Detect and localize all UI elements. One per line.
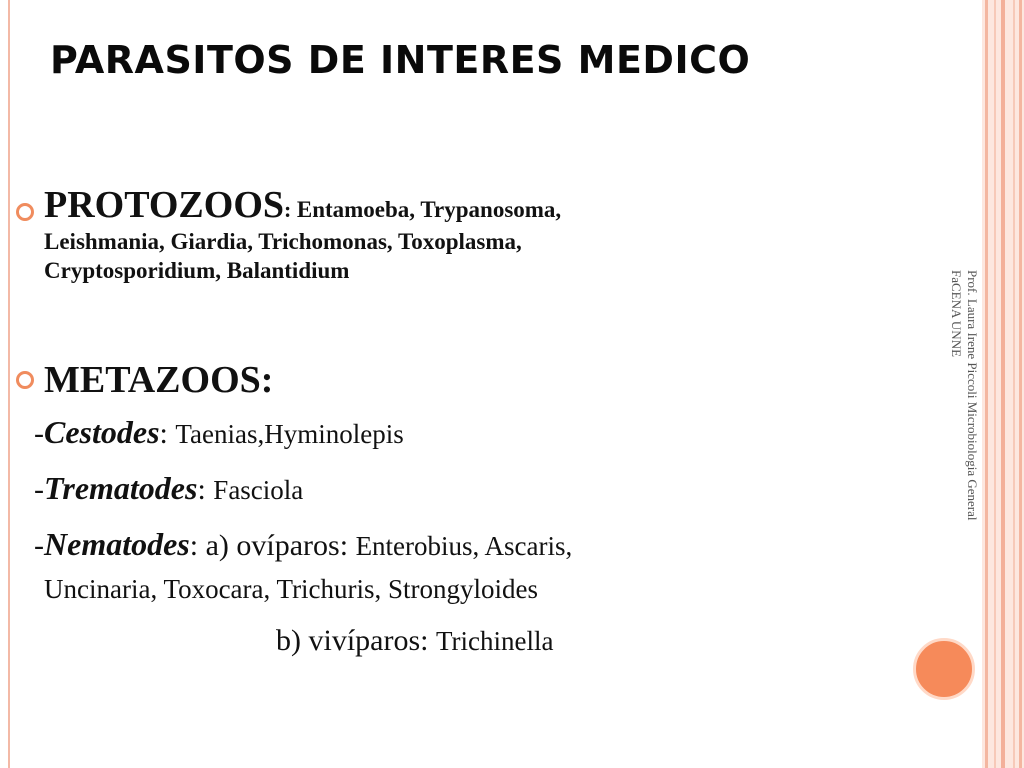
side-credit-line2: FaCENA UNNE	[949, 270, 964, 358]
metazoos-heading: METAZOOS:	[44, 359, 274, 401]
right-border-stripe	[1001, 0, 1005, 768]
right-border-stripe	[994, 0, 996, 768]
decorative-circle	[913, 638, 975, 700]
nematodes-label: Nematodes	[44, 526, 190, 562]
oviparos-line2-row	[44, 574, 538, 605]
right-border-stripe	[1019, 0, 1022, 768]
cestodes-examples: Taenias,Hyminolepis	[175, 419, 404, 449]
cestodes-label: Cestodes	[44, 414, 160, 450]
dash: -	[34, 529, 44, 562]
trematodes-examples: Fasciola	[213, 475, 304, 505]
cestodes-row	[34, 414, 404, 451]
right-border-stripe	[1013, 0, 1015, 768]
protozoos-examples-line3: Cryptosporidium, Balantidium	[44, 258, 350, 283]
trematodes-label: Trematodes	[44, 470, 198, 506]
dash: -	[34, 417, 44, 450]
bullet-icon	[16, 371, 34, 389]
colon: :	[159, 417, 176, 450]
viviparos-row	[276, 624, 553, 658]
oviparos-examples-line1: Enterobius, Ascaris,	[355, 531, 573, 561]
colon: :	[197, 473, 214, 506]
protozoos-heading: PROTOZOOS	[44, 184, 285, 226]
oviparos-examples-line2: Uncinaria, Toxocara, Trichuris, Strongyloides	[44, 574, 539, 604]
oviparos-label: a) ovíparos:	[205, 529, 356, 562]
side-credit-line1: Prof. Laura Irene Piccoli Microbiologia General	[965, 270, 980, 521]
protozoos-paragraph	[44, 186, 844, 282]
viviparos-examples: Trichinella	[435, 626, 554, 656]
protozoos-examples-line1: Entamoeba, Trypanosoma,	[296, 197, 562, 222]
bullet-icon	[16, 203, 34, 221]
slide-title: PARASITOS DE INTERES MEDICO	[50, 38, 751, 82]
nematodes-row	[34, 526, 572, 563]
viviparos-label: b) vivíparos:	[276, 624, 436, 657]
side-credit	[940, 270, 980, 610]
left-border-line	[8, 0, 10, 768]
protozoos-examples-line2: Leishmania, Giardia, Trichomonas, Toxoplasma,	[44, 229, 522, 254]
trematodes-row	[34, 470, 303, 507]
protozoos-colon: :	[284, 197, 297, 222]
colon: :	[189, 529, 206, 562]
right-border-stripe	[985, 0, 988, 768]
dash: -	[34, 473, 44, 506]
